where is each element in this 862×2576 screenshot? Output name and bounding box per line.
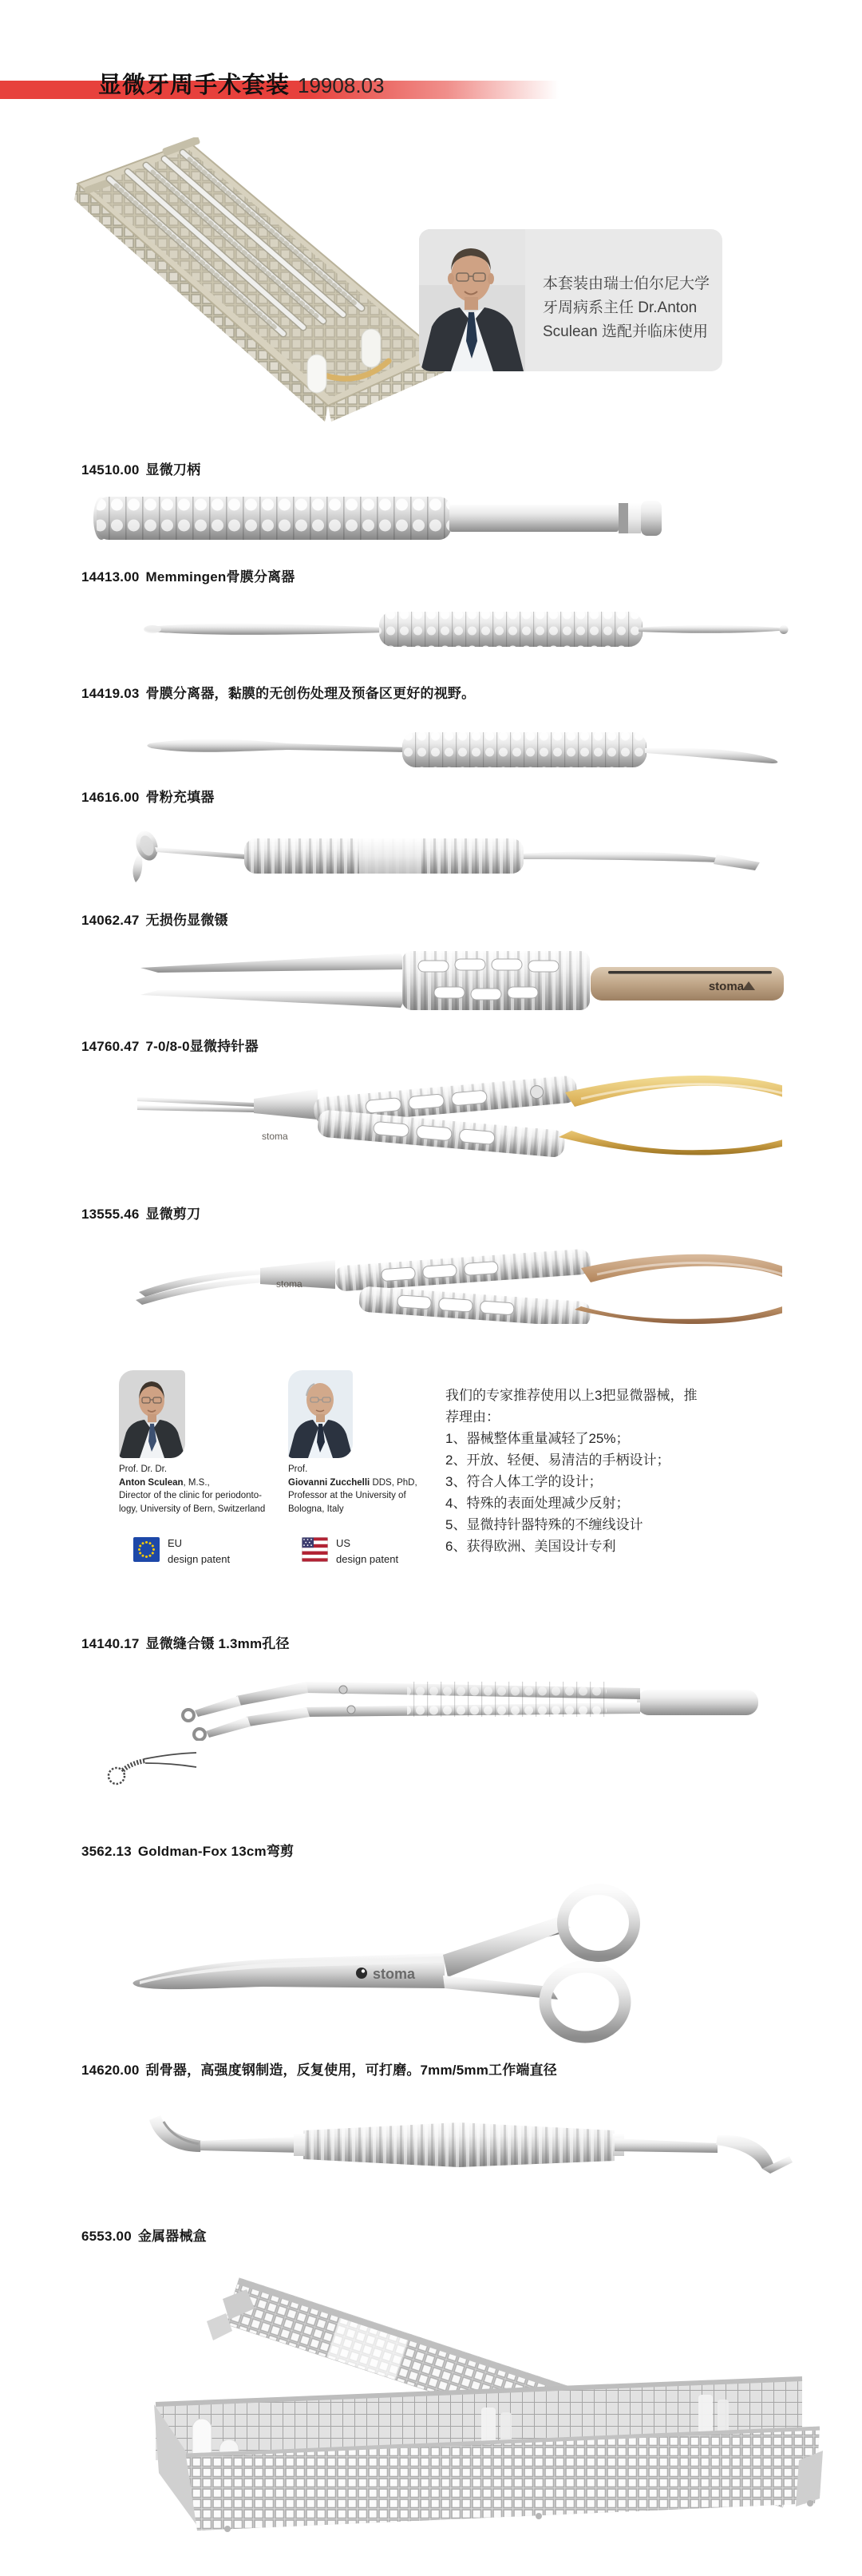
product-label <box>81 1632 290 1652</box>
product-label <box>81 458 200 478</box>
professor-title: Prof. Dr. Dr. <box>119 1464 168 1474</box>
page-title-text: 显微牙周手术套装 <box>98 73 291 98</box>
product-name: Memmingen骨膜分离器 <box>145 569 295 585</box>
product-code: 14062.47 <box>81 913 140 928</box>
product-label <box>81 909 228 929</box>
professor-credentials <box>288 1463 417 1516</box>
product-label <box>81 1035 259 1055</box>
recommendation-item: 2、开放、轻便、易清洁的手柄设计； <box>445 1452 670 1468</box>
recommendation-item: 1、器械整体重量减轻了25%； <box>445 1431 630 1446</box>
eu-patent-badge <box>133 1536 277 1567</box>
professor-description: Professor at the University of <box>288 1491 406 1500</box>
expert-recommendation-list <box>445 1385 709 1557</box>
us-patent-badge <box>302 1536 445 1567</box>
professor-photo-zucchelli <box>288 1370 353 1458</box>
brand-mark: stoma <box>262 1131 288 1142</box>
professor-name: Giovanni Zucchelli <box>288 1477 370 1488</box>
recommendation-item: 6、获得欧洲、美国设计专利 <box>445 1539 616 1554</box>
product-label <box>81 1840 294 1860</box>
product-image-micro-knife-handle <box>92 492 666 545</box>
professor-degrees: , M.S., <box>183 1477 210 1488</box>
product-image-bone-filler <box>126 825 765 886</box>
product-label <box>81 682 475 702</box>
product-code: 14140.17 <box>81 1636 140 1651</box>
product-name: 显微刀柄 <box>145 462 201 478</box>
patent-region: US <box>336 1537 351 1549</box>
product-image-micro-needle-holder <box>134 1057 782 1164</box>
product-detail-drawing-ring-tip <box>104 1742 200 1792</box>
product-image-periosteal-elevator <box>140 605 794 653</box>
us-flag-icon <box>302 1537 328 1562</box>
product-name: 7-0/8-0显微持针器 <box>145 1039 259 1054</box>
product-name: 骨膜分离器，黏膜的无创伤处理及预备区更好的视野。 <box>145 686 476 701</box>
product-image-metal-instrument-box <box>140 2270 826 2543</box>
expert-recommendation-panel <box>419 229 722 371</box>
expert-recommendation-text: 本套装由瑞士伯尔尼大学牙周病系主任 Dr.Anton Sculean 选配并临床使用 <box>543 275 710 340</box>
recommendation-item: 4、特殊的表面处理减少反射； <box>445 1496 630 1511</box>
product-label <box>81 2225 207 2245</box>
product-image-bone-scraper <box>124 2110 794 2178</box>
product-name: 显微缝合镊 1.3mm孔径 <box>145 1636 290 1651</box>
professor-description: Director of the clinic for periodonto- <box>119 1491 262 1500</box>
brand-mark: stoma <box>276 1278 302 1290</box>
professor-title: Prof. <box>288 1464 308 1474</box>
professor-degrees: DDS, PhD, <box>370 1477 417 1488</box>
patent-label: design patent <box>336 1553 399 1565</box>
professor-credentials <box>119 1463 265 1516</box>
product-code: 14510.00 <box>81 462 140 478</box>
expert-photo <box>419 229 525 371</box>
product-code: 14760.47 <box>81 1039 140 1054</box>
product-label <box>81 565 295 585</box>
professor-description: Bologna, Italy <box>288 1504 344 1514</box>
product-label <box>81 2059 557 2079</box>
product-image-suture-forceps <box>88 1666 766 1741</box>
product-name: Goldman-Fox 13cm弯剪 <box>137 1844 295 1859</box>
product-image-micro-forceps <box>137 949 785 1013</box>
product-image-periosteal-separator <box>144 727 782 771</box>
product-name: 无损伤显微镊 <box>145 913 228 928</box>
eu-flag-icon <box>133 1537 160 1562</box>
expert-portrait-illustration <box>419 229 525 371</box>
product-label <box>81 786 215 806</box>
product-code: 14419.03 <box>81 686 140 701</box>
recommendation-item: 3、符合人体工学的设计； <box>445 1474 603 1489</box>
product-name: 金属器械盒 <box>137 2229 207 2244</box>
brand-mark: stoma <box>708 980 744 993</box>
product-image-goldman-fox-scissors <box>132 1880 674 2044</box>
product-code: 6553.00 <box>81 2229 132 2244</box>
product-name: 显微剪刀 <box>145 1207 201 1222</box>
page-title <box>98 67 384 100</box>
product-label <box>81 1203 200 1223</box>
product-code: 14620.00 <box>81 2063 140 2078</box>
product-image-micro-scissors <box>134 1236 782 1324</box>
product-code: 14413.00 <box>81 569 140 585</box>
recommendation-item: 5、显微持针器特殊的不缠线设计 <box>445 1517 643 1532</box>
product-code: 14616.00 <box>81 790 140 805</box>
product-name: 刮骨器，高强度钢制造，反复使用，可打磨。7mm/5mm工作端直径 <box>145 2063 558 2078</box>
professor-description: logy, University of Bern, Switzerland <box>119 1504 266 1514</box>
brand-mark: stoma <box>373 1966 416 1982</box>
professor-portrait-illustration <box>119 1370 185 1458</box>
professor-photo-sculean <box>119 1370 185 1458</box>
recommendation-intro: 我们的专家推荐使用以上3把显微器械，推荐理由： <box>445 1388 698 1425</box>
professor-portrait-illustration <box>288 1370 353 1458</box>
product-code: 3562.13 <box>81 1844 132 1859</box>
product-code: 13555.46 <box>81 1207 140 1222</box>
instrument-tray-image <box>68 137 451 422</box>
professor-name: Anton Sculean <box>119 1477 184 1488</box>
patent-label: design patent <box>168 1553 231 1565</box>
product-name: 骨粉充填器 <box>145 790 215 805</box>
page-title-code: 19908.03 <box>298 73 385 97</box>
patent-region: EU <box>168 1537 183 1549</box>
